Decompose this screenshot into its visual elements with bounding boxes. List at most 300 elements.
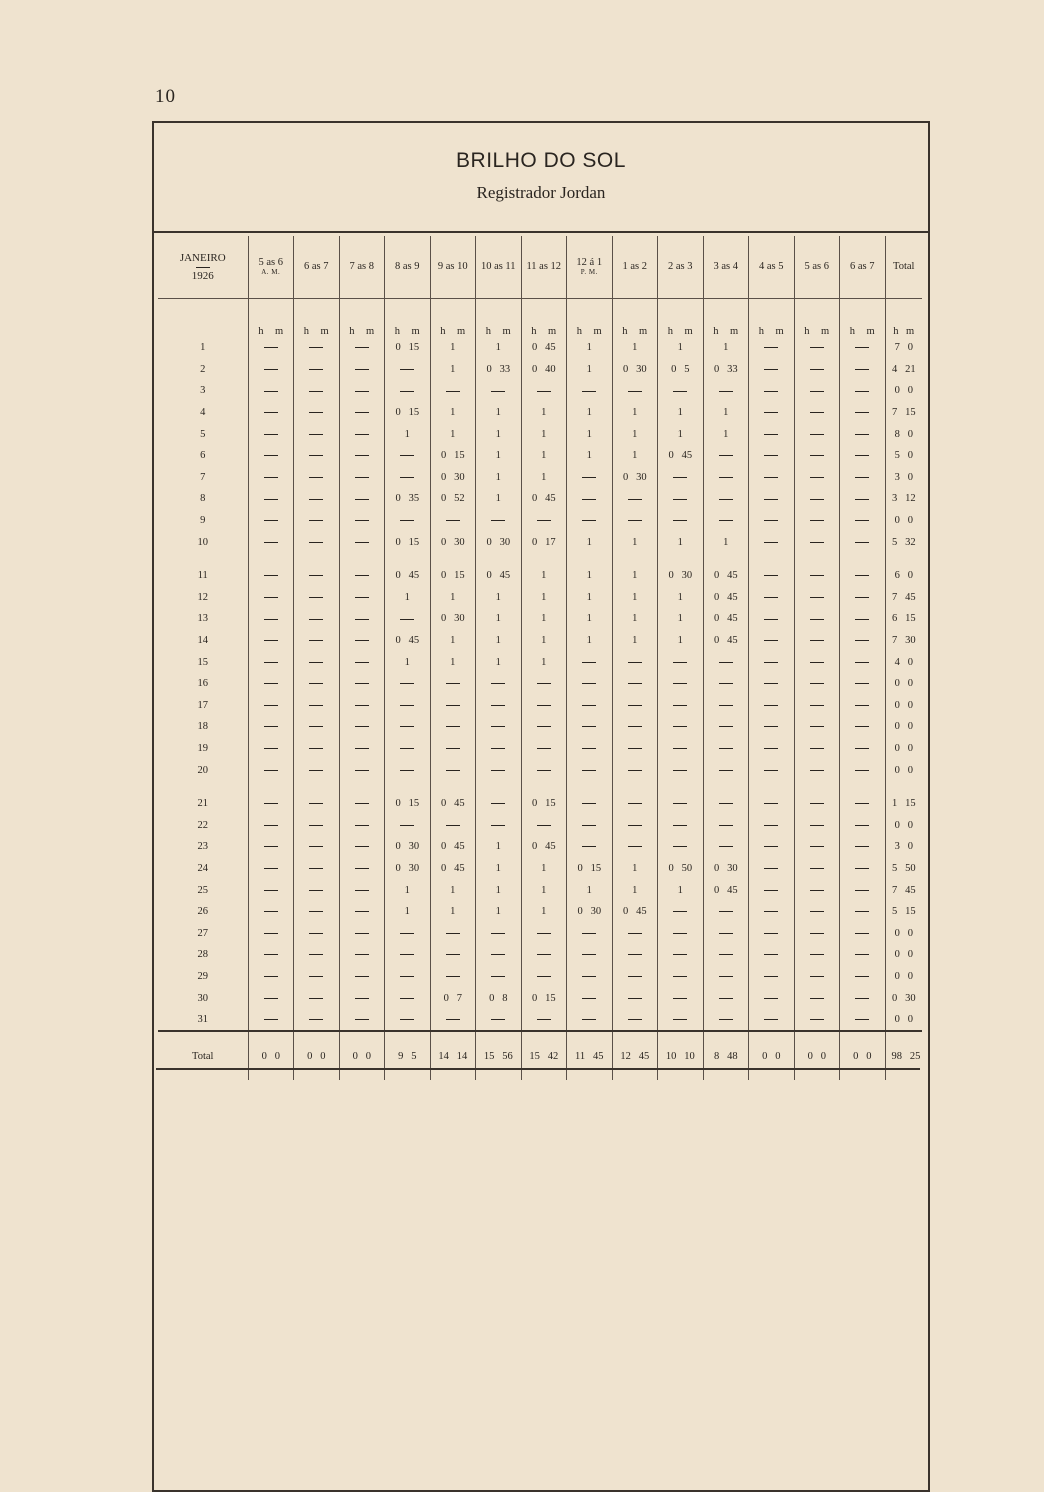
hour-cell (248, 738, 294, 760)
empty-dash (673, 662, 687, 663)
hour-cell (612, 651, 658, 673)
cell-value: 0 0 (894, 721, 913, 733)
hour-cell (339, 716, 385, 738)
day-number: 7 (200, 471, 206, 483)
day-number: 28 (197, 949, 208, 961)
empty-dash (810, 890, 824, 891)
empty-dash (309, 933, 323, 934)
empty-dash (264, 998, 278, 999)
title-divider (154, 231, 928, 233)
hour-cell (612, 445, 658, 467)
cell-value: 1 (677, 428, 683, 440)
hour-cell (521, 337, 567, 359)
cell-value: 7 45 (891, 884, 916, 896)
column-header-label: 6 as 7 (304, 261, 329, 273)
cell-value: 0 45 (531, 841, 556, 853)
unit-minutes: m (775, 326, 784, 337)
hour-cell (658, 553, 704, 587)
column-total (521, 1031, 567, 1080)
hour-cell (521, 1009, 567, 1032)
table-row (158, 1009, 922, 1032)
empty-dash (764, 412, 778, 413)
hour-cell (521, 553, 567, 587)
hour-cell (840, 380, 886, 402)
hour-cell (476, 337, 522, 359)
hour-cell (385, 944, 431, 966)
unit-hours: h (758, 326, 765, 337)
row-total (885, 781, 922, 815)
empty-dash (264, 868, 278, 869)
hour-cell (385, 879, 431, 901)
cell-value: 1 (495, 471, 501, 483)
cell-value: 0 30 (440, 471, 465, 483)
column-total (612, 1031, 658, 1080)
table-row (158, 814, 922, 836)
hour-cell (612, 922, 658, 944)
table-row (158, 651, 922, 673)
cell-value: 8 48 (713, 1050, 738, 1062)
empty-dash (355, 933, 369, 934)
hour-cell (294, 922, 340, 944)
cell-value: 1 (541, 407, 547, 419)
empty-dash (628, 726, 642, 727)
empty-dash (810, 455, 824, 456)
empty-dash (855, 1019, 869, 1020)
hour-cell (612, 673, 658, 695)
empty-dash (355, 499, 369, 500)
hour-cell (521, 630, 567, 652)
hour-cell (749, 630, 795, 652)
cell-value: 0 30 (622, 471, 647, 483)
column-header (430, 236, 476, 299)
empty-dash (264, 520, 278, 521)
column-header-label: 1 as 2 (622, 261, 647, 273)
cell-value: 9 5 (398, 1050, 417, 1062)
table-row (158, 531, 922, 553)
hour-cell (703, 337, 749, 359)
hour-cell (703, 359, 749, 381)
empty-dash (764, 683, 778, 684)
empty-dash (309, 347, 323, 348)
cell-value: 0 7 (443, 992, 462, 1004)
table-row (158, 695, 922, 717)
cell-value: 0 33 (486, 363, 511, 375)
empty-dash (446, 705, 460, 706)
hour-cell (749, 879, 795, 901)
hour-cell (658, 488, 704, 510)
cell-value: 1 (677, 635, 683, 647)
empty-dash (855, 683, 869, 684)
empty-dash (855, 846, 869, 847)
empty-dash (309, 998, 323, 999)
hour-cell (703, 510, 749, 532)
row-total (885, 337, 922, 359)
hour-cell (339, 488, 385, 510)
hour-cell (840, 922, 886, 944)
empty-dash (628, 954, 642, 955)
hour-cell (840, 944, 886, 966)
unit-cell (703, 299, 749, 338)
table-row (158, 587, 922, 609)
hour-cell (294, 759, 340, 781)
cell-value: 1 (677, 884, 683, 896)
empty-dash (355, 391, 369, 392)
hour-cell (521, 966, 567, 988)
empty-dash (582, 976, 596, 977)
hour-cell (476, 738, 522, 760)
hour-cell (749, 553, 795, 587)
hour-cell (749, 445, 795, 467)
hour-cell (294, 987, 340, 1009)
empty-dash (309, 455, 323, 456)
empty-dash (810, 868, 824, 869)
empty-dash (309, 412, 323, 413)
cell-value: 0 30 (395, 841, 420, 853)
empty-dash (400, 619, 414, 620)
table-row (158, 987, 922, 1009)
table-row (158, 738, 922, 760)
hour-cell (703, 879, 749, 901)
hour-cell (567, 716, 613, 738)
cell-value: 7 15 (891, 407, 916, 419)
hour-cell (476, 814, 522, 836)
hour-cell (430, 858, 476, 880)
cell-value: 0 45 (713, 635, 738, 647)
cell-value: 1 (586, 613, 592, 625)
row-total (885, 488, 922, 510)
column-header-label: 3 as 4 (713, 261, 738, 273)
cell-value: 3 12 (891, 493, 916, 505)
empty-dash (400, 976, 414, 977)
cell-value: 1 (404, 884, 410, 896)
hour-cell (794, 630, 840, 652)
empty-dash (810, 391, 824, 392)
cell-value: 1 (632, 428, 638, 440)
hour-cell (567, 402, 613, 424)
hour-cell (703, 467, 749, 489)
cell-value: 7 0 (894, 342, 913, 354)
empty-dash (264, 933, 278, 934)
cell-value: 1 (541, 471, 547, 483)
day-number: 31 (197, 1014, 208, 1026)
hour-cell (794, 467, 840, 489)
hour-cell (339, 630, 385, 652)
cell-value: 0 15 (395, 407, 420, 419)
hour-cell (749, 531, 795, 553)
hour-cell (430, 966, 476, 988)
hour-cell (339, 922, 385, 944)
hour-cell (703, 630, 749, 652)
empty-dash (309, 597, 323, 598)
empty-dash (400, 748, 414, 749)
hour-cell (339, 467, 385, 489)
cell-value: 0 45 (486, 570, 511, 582)
hour-cell (430, 922, 476, 944)
empty-dash (355, 954, 369, 955)
hour-cell (385, 836, 431, 858)
empty-dash (537, 683, 551, 684)
cell-value: 0 0 (352, 1050, 371, 1062)
cell-value: 1 (632, 591, 638, 603)
hour-cell (612, 814, 658, 836)
empty-dash (628, 825, 642, 826)
hour-cell (749, 337, 795, 359)
hour-cell (749, 901, 795, 923)
row-total (885, 966, 922, 988)
table-row (158, 488, 922, 510)
hour-cell (476, 380, 522, 402)
empty-dash (855, 619, 869, 620)
row-total (885, 944, 922, 966)
hour-cell (840, 1009, 886, 1032)
hour-cell (612, 966, 658, 988)
cell-value: 1 (495, 493, 501, 505)
hour-cell (703, 781, 749, 815)
day-number: 30 (197, 992, 208, 1004)
cell-value: 1 (450, 428, 456, 440)
hour-cell (567, 759, 613, 781)
table-row (158, 445, 922, 467)
hour-cell (339, 987, 385, 1009)
hour-cell (430, 488, 476, 510)
hour-cell (385, 467, 431, 489)
hour-cell (521, 814, 567, 836)
unit-minutes: m (275, 326, 284, 337)
hour-cell (658, 531, 704, 553)
cell-value: 0 0 (894, 764, 913, 776)
hour-cell (658, 716, 704, 738)
hour-cell (385, 1009, 431, 1032)
unit-hours: h (394, 326, 401, 337)
hour-cell (248, 359, 294, 381)
column-header (612, 236, 658, 299)
empty-dash (400, 998, 414, 999)
hour-cell (521, 510, 567, 532)
hour-cell (749, 423, 795, 445)
hour-cell (521, 445, 567, 467)
empty-dash (309, 434, 323, 435)
empty-dash (491, 803, 505, 804)
table-row (158, 423, 922, 445)
hour-cell (248, 695, 294, 717)
unit-minutes: m (639, 326, 648, 337)
hour-cell (703, 944, 749, 966)
empty-dash (673, 748, 687, 749)
cell-value: 0 45 (531, 493, 556, 505)
empty-dash (719, 1019, 733, 1020)
empty-dash (764, 911, 778, 912)
hour-cell (430, 510, 476, 532)
empty-dash (764, 998, 778, 999)
table-row (158, 359, 922, 381)
table-row (158, 901, 922, 923)
empty-dash (855, 347, 869, 348)
cell-value: 5 50 (891, 862, 916, 874)
column-header-label: 4 as 5 (759, 261, 784, 273)
row-total (885, 879, 922, 901)
hour-cell (612, 944, 658, 966)
hour-cell (794, 359, 840, 381)
hour-cell (612, 759, 658, 781)
empty-dash (309, 575, 323, 576)
cell-value: 0 30 (713, 862, 738, 874)
empty-dash (855, 998, 869, 999)
cell-value: 1 (632, 862, 638, 874)
empty-dash (309, 976, 323, 977)
cell-value: 1 (450, 884, 456, 896)
cell-value: 1 (495, 407, 501, 419)
cell-value: 1 (586, 363, 592, 375)
hour-cell (703, 987, 749, 1009)
hour-cell (294, 488, 340, 510)
hour-cell (703, 673, 749, 695)
empty-dash (355, 846, 369, 847)
empty-dash (628, 391, 642, 392)
table-row (158, 337, 922, 359)
hour-cell (658, 836, 704, 858)
empty-dash (810, 597, 824, 598)
cell-value: 1 (632, 884, 638, 896)
hour-cell (339, 858, 385, 880)
cell-value: 0 45 (440, 798, 465, 810)
empty-dash (719, 933, 733, 934)
hour-cell (476, 630, 522, 652)
empty-dash (537, 726, 551, 727)
empty-dash (264, 499, 278, 500)
empty-dash (673, 683, 687, 684)
hour-cell (794, 922, 840, 944)
hour-cell (658, 944, 704, 966)
hour-cell (385, 510, 431, 532)
unit-cell (385, 299, 431, 338)
hour-cell (294, 380, 340, 402)
cell-value: 4 0 (894, 656, 913, 668)
hour-cell (385, 608, 431, 630)
cell-value: 1 (677, 407, 683, 419)
empty-dash (355, 748, 369, 749)
hour-cell (703, 488, 749, 510)
cell-value: 0 0 (261, 1050, 280, 1062)
hour-cell (248, 553, 294, 587)
hour-cell (658, 1009, 704, 1032)
cell-value: 0 30 (486, 536, 511, 548)
empty-dash (309, 846, 323, 847)
hour-cell (294, 651, 340, 673)
hour-cell (385, 716, 431, 738)
hour-cell (658, 630, 704, 652)
empty-dash (491, 520, 505, 521)
empty-dash (309, 1019, 323, 1020)
empty-dash (719, 770, 733, 771)
day-number: 3 (200, 385, 206, 397)
month-header (158, 236, 248, 299)
day-number: 26 (197, 906, 208, 918)
hour-cell (339, 836, 385, 858)
hour-cell (521, 380, 567, 402)
hour-cell (430, 781, 476, 815)
empty-dash (764, 705, 778, 706)
hour-cell (658, 467, 704, 489)
hour-cell (840, 531, 886, 553)
empty-dash (855, 391, 869, 392)
hour-cell (749, 608, 795, 630)
row-total (885, 716, 922, 738)
empty-dash (628, 683, 642, 684)
hour-cell (248, 445, 294, 467)
hour-cell (794, 608, 840, 630)
hour-cell (339, 402, 385, 424)
hour-cell (430, 944, 476, 966)
column-header-label: 12 á 1 (576, 257, 603, 269)
cell-value: 0 45 (622, 906, 647, 918)
hour-cell (430, 445, 476, 467)
day-number: 20 (197, 764, 208, 776)
unit-minutes: m (684, 326, 693, 337)
hour-cell (658, 673, 704, 695)
cell-value: 0 45 (713, 591, 738, 603)
cell-value: 0 50 (668, 862, 693, 874)
hour-cell (703, 651, 749, 673)
empty-dash (764, 455, 778, 456)
hour-cell (703, 1009, 749, 1032)
hour-cell (521, 402, 567, 424)
cell-value: 0 5 (671, 363, 690, 375)
empty-dash (673, 803, 687, 804)
cell-value: 1 (450, 342, 456, 354)
hour-cell (840, 738, 886, 760)
empty-dash (719, 520, 733, 521)
cell-value: 1 (586, 428, 592, 440)
unit-hours: h (893, 326, 899, 337)
empty-dash (764, 726, 778, 727)
empty-dash (855, 911, 869, 912)
hour-cell (840, 553, 886, 587)
hour-cell (794, 695, 840, 717)
hour-cell (248, 879, 294, 901)
empty-dash (810, 619, 824, 620)
empty-dash (673, 520, 687, 521)
cell-value: 1 (495, 906, 501, 918)
hour-cell (612, 510, 658, 532)
hour-cell (794, 445, 840, 467)
hour-cell (749, 814, 795, 836)
hour-cell (658, 738, 704, 760)
cell-value: 1 (541, 450, 547, 462)
empty-dash (309, 619, 323, 620)
empty-dash (264, 391, 278, 392)
unit-cell (521, 299, 567, 338)
day-number: 29 (197, 970, 208, 982)
day-number: 6 (200, 450, 206, 462)
hour-cell (658, 510, 704, 532)
hour-cell (339, 879, 385, 901)
empty-dash (309, 477, 323, 478)
empty-dash (264, 412, 278, 413)
cell-value: 1 (450, 635, 456, 647)
hour-cell (294, 359, 340, 381)
empty-dash (855, 803, 869, 804)
column-total (248, 1031, 294, 1080)
hour-cell (294, 553, 340, 587)
hour-cell (794, 759, 840, 781)
hour-cell (567, 944, 613, 966)
empty-dash (855, 477, 869, 478)
hour-cell (567, 966, 613, 988)
hour-cell (385, 673, 431, 695)
hour-cell (248, 716, 294, 738)
hour-cell (248, 380, 294, 402)
cell-value: 0 30 (622, 363, 647, 375)
